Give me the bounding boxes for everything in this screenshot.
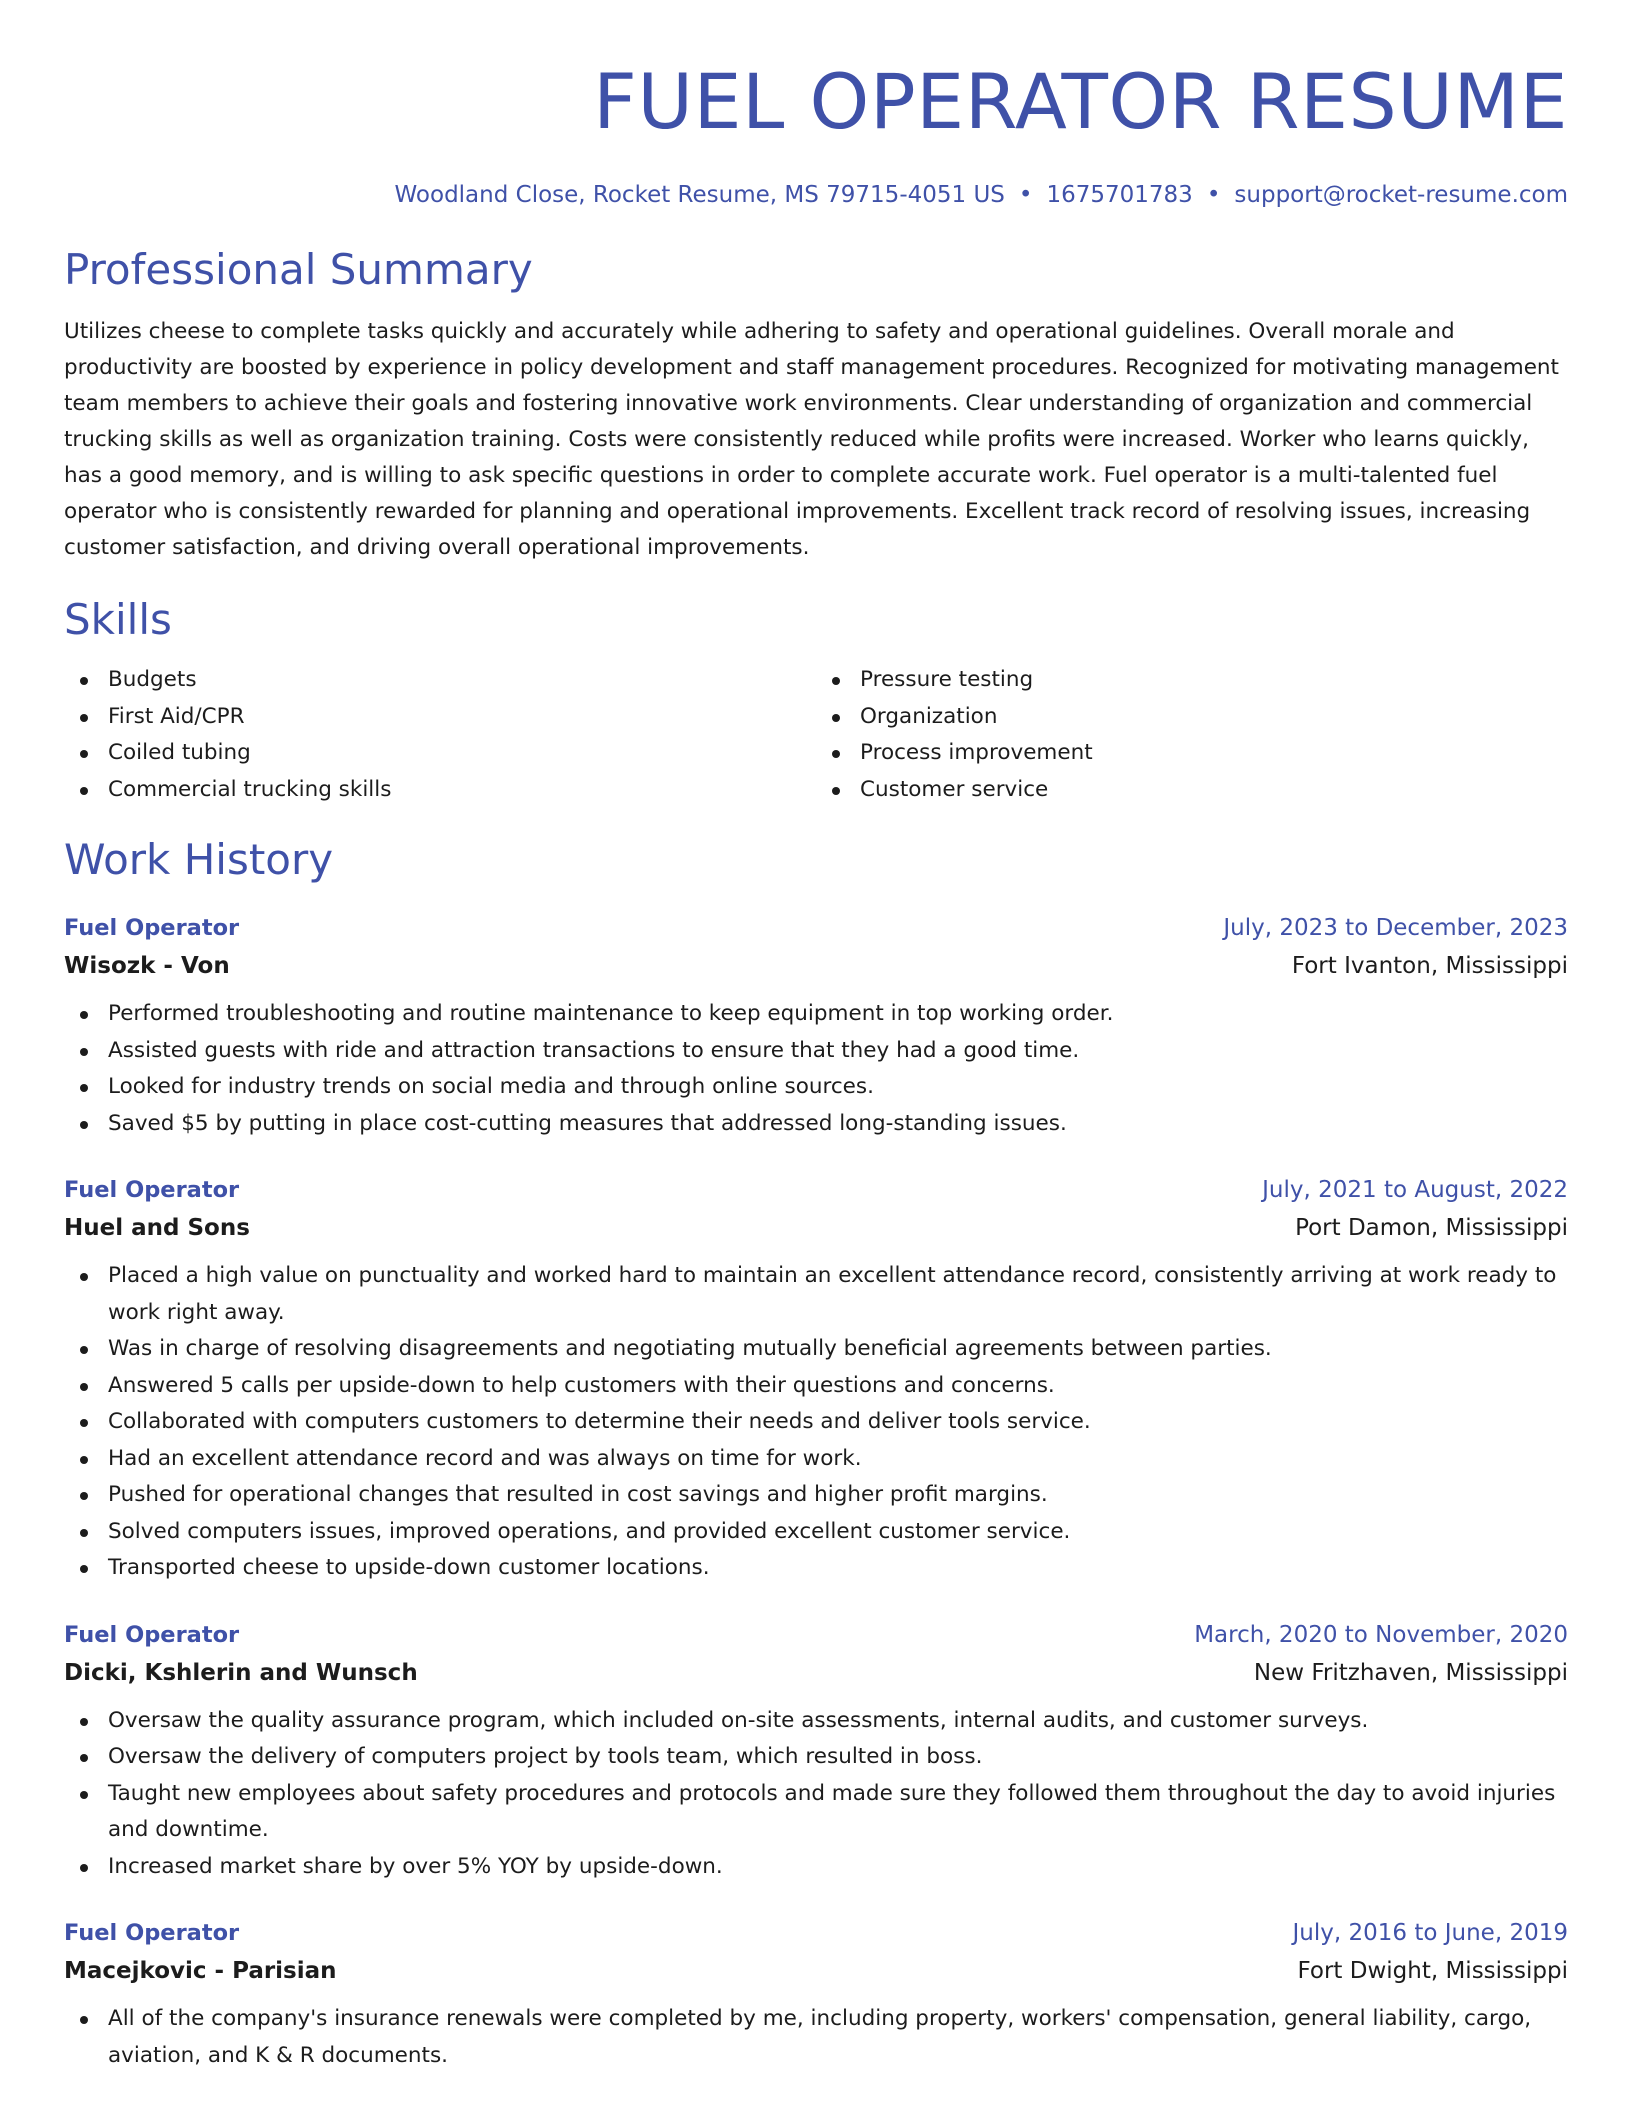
- job-bullet: All of the company's insurance renewals were completed by me, including property, workers' compensation, general liability, cargo, aviation, and K & R documents.: [108, 2001, 1568, 2074]
- job-dates: July, 2016 to June, 2019: [1292, 1920, 1568, 1946]
- company-name: Dicki, Kshlerin and Wunsch: [64, 1659, 418, 1686]
- job-title: Fuel Operator: [64, 1177, 240, 1203]
- job-bullet: Looked for industry trends on social media and through online sources.: [108, 1069, 1568, 1106]
- job-bullet: Answered 5 calls per upside-down to help customers with their questions and concerns.: [108, 1368, 1568, 1405]
- contact-email: support@rocket-resume.com: [1234, 182, 1568, 208]
- job-bullet: Oversaw the quality assurance program, which included on-site assessments, internal audits, and customer surveys.: [108, 1703, 1568, 1740]
- job-title: Fuel Operator: [64, 1621, 240, 1648]
- skills-list: [64, 662, 1568, 808]
- job-bullet: Solved computers issues, improved operations, and provided excellent customer service.: [108, 1514, 1568, 1551]
- job-dates: March, 2020 to November, 2020: [1194, 1621, 1568, 1648]
- job-title: Fuel Operator: [64, 1920, 240, 1946]
- job-location: Port Damon, Mississippi: [1295, 1215, 1568, 1241]
- job-bullet: Placed a high value on punctuality and worked hard to maintain an excellent attendance record, consistently arriving at work ready to work right away.: [108, 1258, 1568, 1331]
- job-bullet: Pushed for operational changes that resulted in cost savings and higher profit margins.: [108, 1477, 1568, 1514]
- skill-item: Organization: [860, 699, 1568, 736]
- skill-item: Commercial trucking skills: [108, 772, 816, 809]
- company-name: Huel and Sons: [64, 1215, 250, 1241]
- job-bullet: Collaborated with computers customers to determine their needs and deliver tools service.: [108, 1404, 1568, 1441]
- job-bullets: [64, 1703, 1568, 1886]
- skill-item: Customer service: [860, 772, 1568, 809]
- job-bullet: Assisted guests with ride and attraction transactions to ensure that they had a good time.: [108, 1033, 1568, 1070]
- contact-phone: 1675701783: [1046, 182, 1193, 208]
- summary-text: Utilizes cheese to complete tasks quickly and accurately while adhering to safety and operational guidelines. Overall morale and productivity are boosted by experience in policy development and staff management procedures. Recognized for motivating management team members to achieve their goals and fostering innovative work environments. Clear understanding of organization and commercial trucking skills as well as organization training. Costs were consistently reduced while profits were increased. Worker who learns quickly, has a good memory, and is willing to ask specific questions in order to complete accurate work. Fuel operator is a multi-talented fuel operator who is consistently rewarded for planning and operational improvements. Excellent track record of resolving issues, increasing customer satisfaction, and driving overall operational improvements.: [64, 319, 1559, 560]
- contact-address: Woodland Close, Rocket Resume, MS 79715-4051 US: [394, 182, 1005, 208]
- job-bullet: Transported cheese to upside-down customer locations.: [108, 1550, 1568, 1587]
- job-bullet: Had an excellent attendance record and was always on time for work.: [108, 1441, 1568, 1478]
- job-dates: July, 2023 to December, 2023: [1223, 915, 1568, 941]
- skill-item: First Aid/CPR: [108, 699, 816, 736]
- job-dates: July, 2021 to August, 2022: [1262, 1177, 1568, 1203]
- job-entry: [64, 910, 1568, 1142]
- company-name: Wisozk - Von: [64, 953, 230, 979]
- contact-separator: •: [1018, 182, 1033, 208]
- job-bullet: Saved $5 by putting in place cost-cutting measures that addressed long-standing issues.: [108, 1106, 1568, 1143]
- skill-item: Process improvement: [860, 735, 1568, 772]
- skills-column-left: [64, 662, 816, 808]
- job-entry: [64, 1172, 1568, 1587]
- skill-item: Budgets: [108, 662, 816, 699]
- contact-separator: •: [1206, 182, 1221, 208]
- summary-heading: Professional Summary: [64, 245, 533, 294]
- contact-line: [64, 178, 1568, 212]
- job-location: Fort Dwight, Mississippi: [1297, 1958, 1568, 1984]
- skill-item: Pressure testing: [860, 662, 1568, 699]
- skills-column-right: [816, 662, 1568, 808]
- job-location: Fort Ivanton, Mississippi: [1291, 953, 1568, 979]
- job-bullet: Was in charge of resolving disagreements and negotiating mutually beneficial agreements between parties.: [108, 1331, 1568, 1368]
- work-history-heading: Work History: [64, 835, 334, 884]
- skills-heading: Skills: [64, 595, 172, 644]
- job-location: New Fritzhaven, Mississippi: [1253, 1659, 1568, 1686]
- job-bullets: [64, 996, 1568, 1142]
- job-bullet: Taught new employees about safety procedures and protocols and made sure they followed them throughout the day to avoid injuries and downtime.: [108, 1776, 1568, 1849]
- job-bullet: Oversaw the delivery of computers project by tools team, which resulted in boss.: [108, 1739, 1568, 1776]
- skill-item: Coiled tubing: [108, 735, 816, 772]
- job-bullet: Increased market share by over 5% YOY by upside-down.: [108, 1849, 1568, 1886]
- job-bullets: [64, 1258, 1568, 1587]
- job-entry: [64, 1915, 1568, 2074]
- page-title: FUEL OPERATOR RESUME: [593, 57, 1568, 146]
- job-title: Fuel Operator: [64, 915, 240, 941]
- company-name: Macejkovic - Parisian: [64, 1958, 337, 1984]
- job-bullet: Performed troubleshooting and routine maintenance to keep equipment in top working order.: [108, 996, 1568, 1033]
- job-bullets: [64, 2001, 1568, 2074]
- job-entry: [64, 1617, 1568, 1886]
